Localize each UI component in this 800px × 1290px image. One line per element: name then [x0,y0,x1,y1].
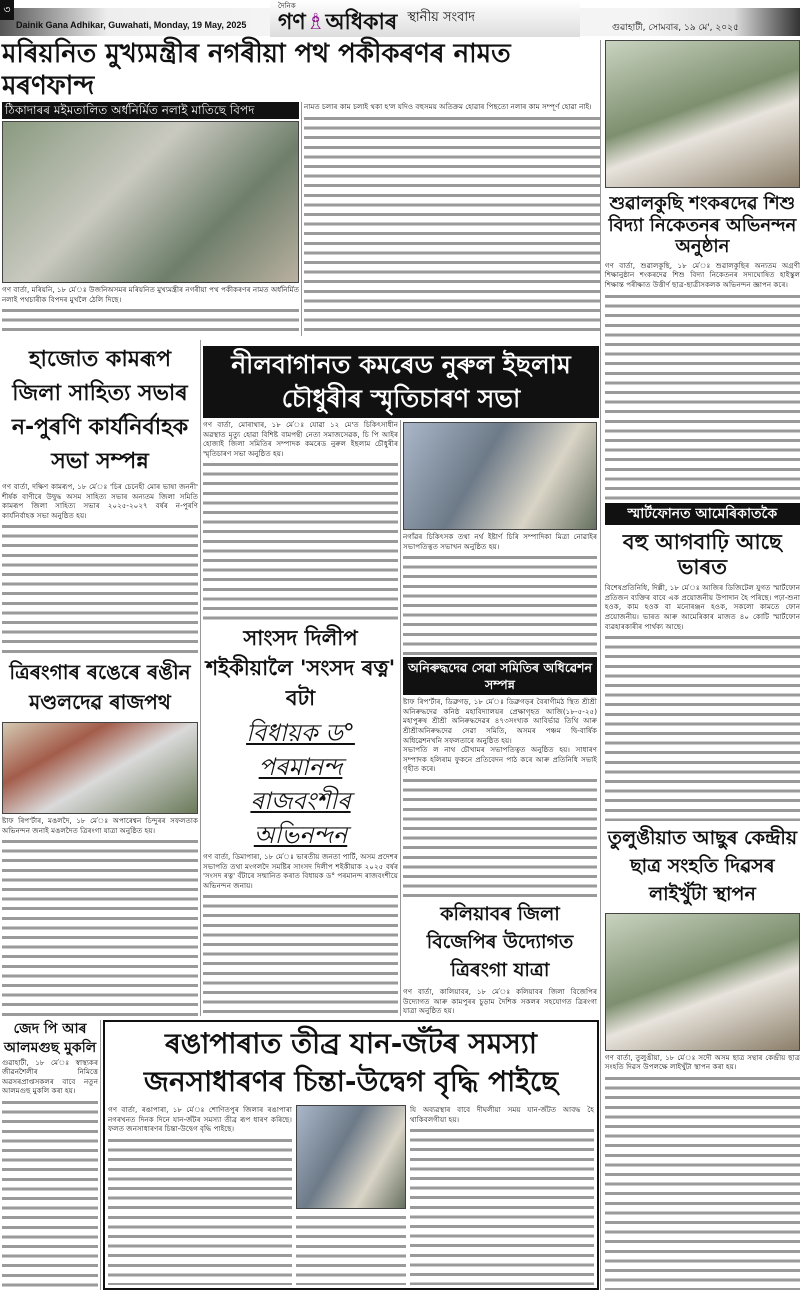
nilbagan-body-a: গণ বাৰ্তা, মোৰাথাৰ, ১৮ মে'ঃ যোৱা ১২ মে'ত চিকিৎসাধীন অৱস্থাত মৃত্যু হোৱা বিশিষ্ট বামপন্থী নেতা সমাজসেৱক, চি পি আইৰ হোজাই জিলা সমিতিৰ সম্পাদক কমৰেড নুৰুল ইছলাম চৌধুৰীৰ স্মৃতিচাৰণ সভা অনুষ্ঠিত হয়। [203,420,398,620]
text-lines [403,776,597,897]
kaliabor-body: গণ বাৰ্তা, কালিয়াবৰ, ১৮ মে'ঃ কলিয়াবৰ জিলা বিজেপিৰ উদ্যোগত আৰু কামপুৰৰ চুড়াম দৈশিক সকলৰ সহযোগত ত্ৰিৰংগা যাত্ৰা অনুষ্ঠিত হয়। [403,987,597,1016]
lead-headline: মৰিয়নিত মুখ্যমন্ত্ৰীৰ নগৰীয়া পথ পকীকৰণৰ নামত মৰণফান্দ [2,39,511,101]
rangapara-photo [296,1105,406,1209]
aniruddha-body: ষ্টাফ ৰিপ'ৰ্টাৰ, ডিব্ৰুগড়, ১৮ মে'ঃ ডিব্ৰুগড়ৰ বৈৰাগীমঠ স্থিত শ্ৰীশ্ৰী অনিৰুদ্ধদেৱ কনিষ্ঠ মহাবিদ্যালয়ৰ প্ৰেক্ষাগৃহত আজি(১৮-৫-২৫) মহাপুৰুষ শ্ৰীশ্ৰী অনিৰুদ্ধদেৱৰ ৪৭৩সংখ্যক আবিৰ্ভাৱ তিথি আৰু শ্ৰীশ্ৰীঅনিৰুদ্ধদেৱ সেৱা সমিতি, অসমৰ পঞ্চম দ্বি-বাৰ্ষিক অধিৱেশনখনি সফলতাৰে অনুষ্ঠিত হয়। সভাপতি ল নাথ চৌখামৰ সভাপতিত্বত অনুষ্ঠিত হয়। সাধাৰণ সম্পাদক হলিৰাম ফুকনে প্ৰতিবেদন পাঠ কৰে আৰু প্ৰতিনিধি সভাই গৃহীত কৰে। [403,697,597,897]
masthead-title [278,10,397,36]
rangapara-headline-b: জনসাধাৰণৰ চিন্তা-উদ্বেগ বৃদ্ধি পাইছে [143,1065,559,1098]
people-logo-icon: ♗ [305,9,326,35]
section-name: স্থানীয় সংবাদ [407,10,475,25]
tiranga-photo [2,722,198,814]
page-content [0,38,800,1290]
tulungia-photo [605,913,800,1051]
tulungia-headline: তুলুঙীয়াত আছুৰ কেন্দ্ৰীয় ছাত্ৰ সংহতি দিৱসৰ লাইখুঁটা স্থাপন [607,826,798,905]
dilip-body: গণ বাৰ্তা, ডিমাপাৰা, ১৮ মে'ঃ ভাৰতীয় জনতা পাৰ্টি, অসম প্ৰদেশৰ সভাপতি তথা মংগলদৈ সমষ্টিৰ সাংসদ দিলীপ শইকীয়াক ২০২৫ বৰ্ষৰ 'সংসদ ৰত্ন' বঁটাৰে সন্মানিত কৰাত বিধায়ক ড° পৰমানন্দ ৰাজবংশীয়ে অভিনন্দন জনায়। [203,852,398,1016]
text-lines [403,553,597,655]
center-row [203,420,599,1016]
rangapara-body-a: গণ বাৰ্তা, ৰঙাপাৰা, ১৮ মে'ঃ শোণিতপুৰ জিলাৰ ৰঙাপাৰা নগৰখনত দিনক দিনে যান-জঁটৰ সমস্যা তীব্ৰ ৰূপ ধাৰণ কৰিছে। ফলত জনসাধাৰণৰ চিন্তা-উদ্বেগ বৃদ্ধি পাইছে। [108,1105,292,1285]
center-columns [203,340,599,1016]
lead-section [2,102,600,336]
lead-photo [2,121,299,283]
shishu-body: গণ বাৰ্তা, শুৱালকুছি, ১৮ মে'ঃ শুৱালকুছিৰ অন্যতম অগ্ৰণী শিক্ষানুষ্ঠান শংকৰদেৱ শিশু বিদ্যা নিকেতনৰ সদ্যঘোষিত হাইস্কুল শিক্ষান্ত পৰীক্ষাত উত্তীৰ্ণ ছাত্ৰ-ছাত্ৰীসকলক অভিনন্দন জ্ঞাপন কৰে। [605,261,800,501]
text-lines [2,1098,98,1290]
rangapara-row [108,1105,594,1285]
shishu-headline: শুৱালকুছি শংকৰদেৱ শিশু বিদ্যা নিকেতনৰ অভিনন্দন অনুষ্ঠান [608,193,797,258]
text-lines [108,1136,292,1285]
rangapara-body-c [296,1213,406,1285]
masthead-stack [278,2,397,36]
text-lines [304,114,600,336]
text-lines [203,892,398,1016]
text-lines [605,292,800,501]
column-rule [100,1020,101,1290]
middle-section [2,340,600,1016]
column-rule [600,40,601,1290]
center-left-column [203,420,398,1016]
lead-subhead: ঠিকাদাৰৰ মইমতালিত অৰ্ধনিৰ্মিত নলাই মাতিছে বিপদ [2,102,299,119]
jedpr-column [2,1020,98,1290]
lead-body-b: নামত চলাৰ কাম চলাই থকা হ'ল যদিও বহুসময় অতিক্ৰম হোৱাৰ পিছতো নলাৰ কাম সম্পূৰ্ণ হোৱা নাই। [304,102,600,336]
rangapara-box [103,1020,599,1290]
shishu-photo [605,40,800,188]
hajo-headline: হাজোত কামৰূপ জিলা সাহিত্য সভাৰ ন-পুৰণি কাৰ্যনিৰ্বাহক সভা সম্পন্ন [11,347,189,474]
jedpr-headline-b: আলমগুছ মুকলি [3,1039,97,1056]
hajo-body: গণ বাৰ্তা, দক্ষিণ কামৰূপ, ১৮ মে'ঃ 'চিৰ চেনেহী মোৰ ভাষা জননী' শীৰ্ষক বাণীৰে উদ্বুদ্ধ অসম সাহিত্য সভাৰ অন্যতম জিলা সমিতি কামৰূপ জিলা সাহিত্য সভাৰ ২০২৫-২০২৭ বৰ্ষৰ ন-পুৰণি কাৰ্যনিৰ্বাহক সভা অনুষ্ঠিত হয়। [2,482,198,654]
column-rule [200,340,201,1016]
tiranga-headline: ত্ৰিৰংগাৰ ৰঙেৰে ৰঙীন মণ্ডলদেৱ ৰাজপথ [9,660,191,714]
masthead [270,0,580,37]
right-column [605,38,800,1290]
jedpr-body: গুৱাহাটী, ১৮ মে'ঃ স্বাস্থ্যকৰ জীৱনশৈলীৰ নিমিত্তে অৱসৰপ্ৰাপ্তসকলৰ বাবে নতুন আলমগুছ মুকলি কৰা হয়। [2,1058,98,1290]
rangapara-headline-a: ৰঙাপাৰাত তীব্ৰ যান-জঁটৰ সমস্যা [164,1027,538,1060]
lead-body-a: গণ বাৰ্তা, মৰিয়নি, ১৮ মে'ঃ উজনিঅসমৰ মৰিয়নিত মুখ্যমন্ত্ৰীৰ নগৰীয়া পথ পকীকৰণৰ নামত অৰ্ধনিৰ্মিত নলাই পথচাৰীক বিপদৰ মুখলৈ ঠেলি দিছে। [2,285,299,336]
kaliabor-headline: কলিয়াবৰ জিলা বিজেপিৰ উদ্যোগত ত্ৰিৰংগা যাত্ৰা [426,903,574,982]
jedpr-headline-a: জেদ পি আৰ [13,1021,87,1037]
text-lines [605,1074,800,1290]
lead-left-column [2,102,299,336]
main-area [2,38,600,1290]
masthead-title-b: অধিকাৰ [325,9,398,35]
dilip-subhead-line: পৰমানন্দ [258,753,343,781]
center-right-column [403,420,597,1016]
dilip-subhead [203,716,398,852]
edition-line: Dainik Gana Adhikar, Guwahati, Monday, 19 May, 2025 [16,20,247,30]
text-lines [2,837,198,1016]
dilip-subhead-line: বিধায়ক ড° [246,719,355,747]
column-rule [400,420,401,1016]
smartphone-headline: বহু আগবাঢ়ি আছে ভাৰত [622,529,782,579]
dilip-headline: সাংসদ দিলীপ শইকীয়ালৈ 'সংসদ ৰত্ন' বটা [205,626,396,710]
text-lines [605,633,800,820]
column-rule [301,102,302,336]
text-lines [410,1126,594,1285]
masthead-title-a: গণ [278,9,306,35]
smartphone-kicker: স্মাৰ্টফোনত আমেৰিকাতকৈ [605,503,800,525]
nilbagan-photo [403,422,597,530]
date-assamese: গুৱাহাটী, সোমবাৰ, ১৯ মে', ২০২৫ [612,23,739,33]
page-number: ৩ [0,0,14,20]
aniruddha-headline: অনিৰুদ্ধদেৱ সেৱা সমিতিৰ অধিৱেশন সম্পন্ন [403,657,597,695]
text-lines [2,306,299,336]
tiranga-body: ষ্টাফ ৰিপ'ৰ্টাৰ, মঙলদৈ, ১৮ মে'ঃ অপাৰেশ্বন চিন্দুৰৰ সফলতাক অভিনন্দন জনাই মঙলদৈত ত্ৰিৰংগা যাত্ৰা অনুষ্ঠিত হয়। [2,816,198,1016]
text-lines [2,522,198,654]
nilbagan-body-b: নগাঁৱৰ চিকিৎসক তথা নৰ্থ ইষ্টাৰ্ণ চিৰি সম্পাদিকা মিত্ৰা নোৱাইৰ সভাপতিত্বত সভাখন অনুষ্ঠিত হয়। [403,532,597,655]
bottom-section [2,1020,600,1290]
smartphone-body: বিশেষপ্ৰতিনিধি, দিল্লী, ১৮ মে'ঃ আজিৰ ডিজিটেল যুগত স্মাৰ্টফোন প্ৰতিজন ব্যক্তিৰ বাবে এক প্ৰয়োজনীয় উপাদান হৈ পৰিছে। পঢ়া-শুনা হওক, কাম হওক বা মনোৰঞ্জন হওক, সকলো কামতে ফোন প্ৰয়োজনীয়। ভাৰত আৰু আমেৰিকাৰ মাজত ৪০ কোটি স্মাৰ্টফোন ব্যৱহাৰকাৰীৰ পাৰ্থক্য আছে। [605,583,800,820]
rangapara-body-b: যি অব্যৱস্থাৰ বাবে দীঘলীয়া সময় যান-জঁটত আবদ্ধ হৈ থাকিবলগীয়া হয়। [410,1105,594,1285]
text-lines [203,460,398,620]
dilip-subhead-line: অভিনন্দন [253,821,348,849]
masthead-small: দৈনিক [278,1,296,10]
dilip-subhead-line: ৰাজবংশীৰ [250,787,351,815]
nilbagan-headline: নীলবাগানত কমৰেড নুৰুল ইছলাম চৌধুৰীৰ স্মৃতিচাৰণ সভা [203,346,599,418]
rangapara-photo-column [296,1105,406,1285]
tulungia-body: গণ বাৰ্তা, তুলুঙীয়া, ১৮ মে'ঃ সদৌ অসম ছাত্ৰ সন্থাৰ কেন্দ্ৰীয় ছাত্ৰ সংহতি দিৱস উপলক্ষে লাইখুঁটা স্থাপন কৰা হয়। [605,1053,800,1290]
left-column [2,340,198,1016]
